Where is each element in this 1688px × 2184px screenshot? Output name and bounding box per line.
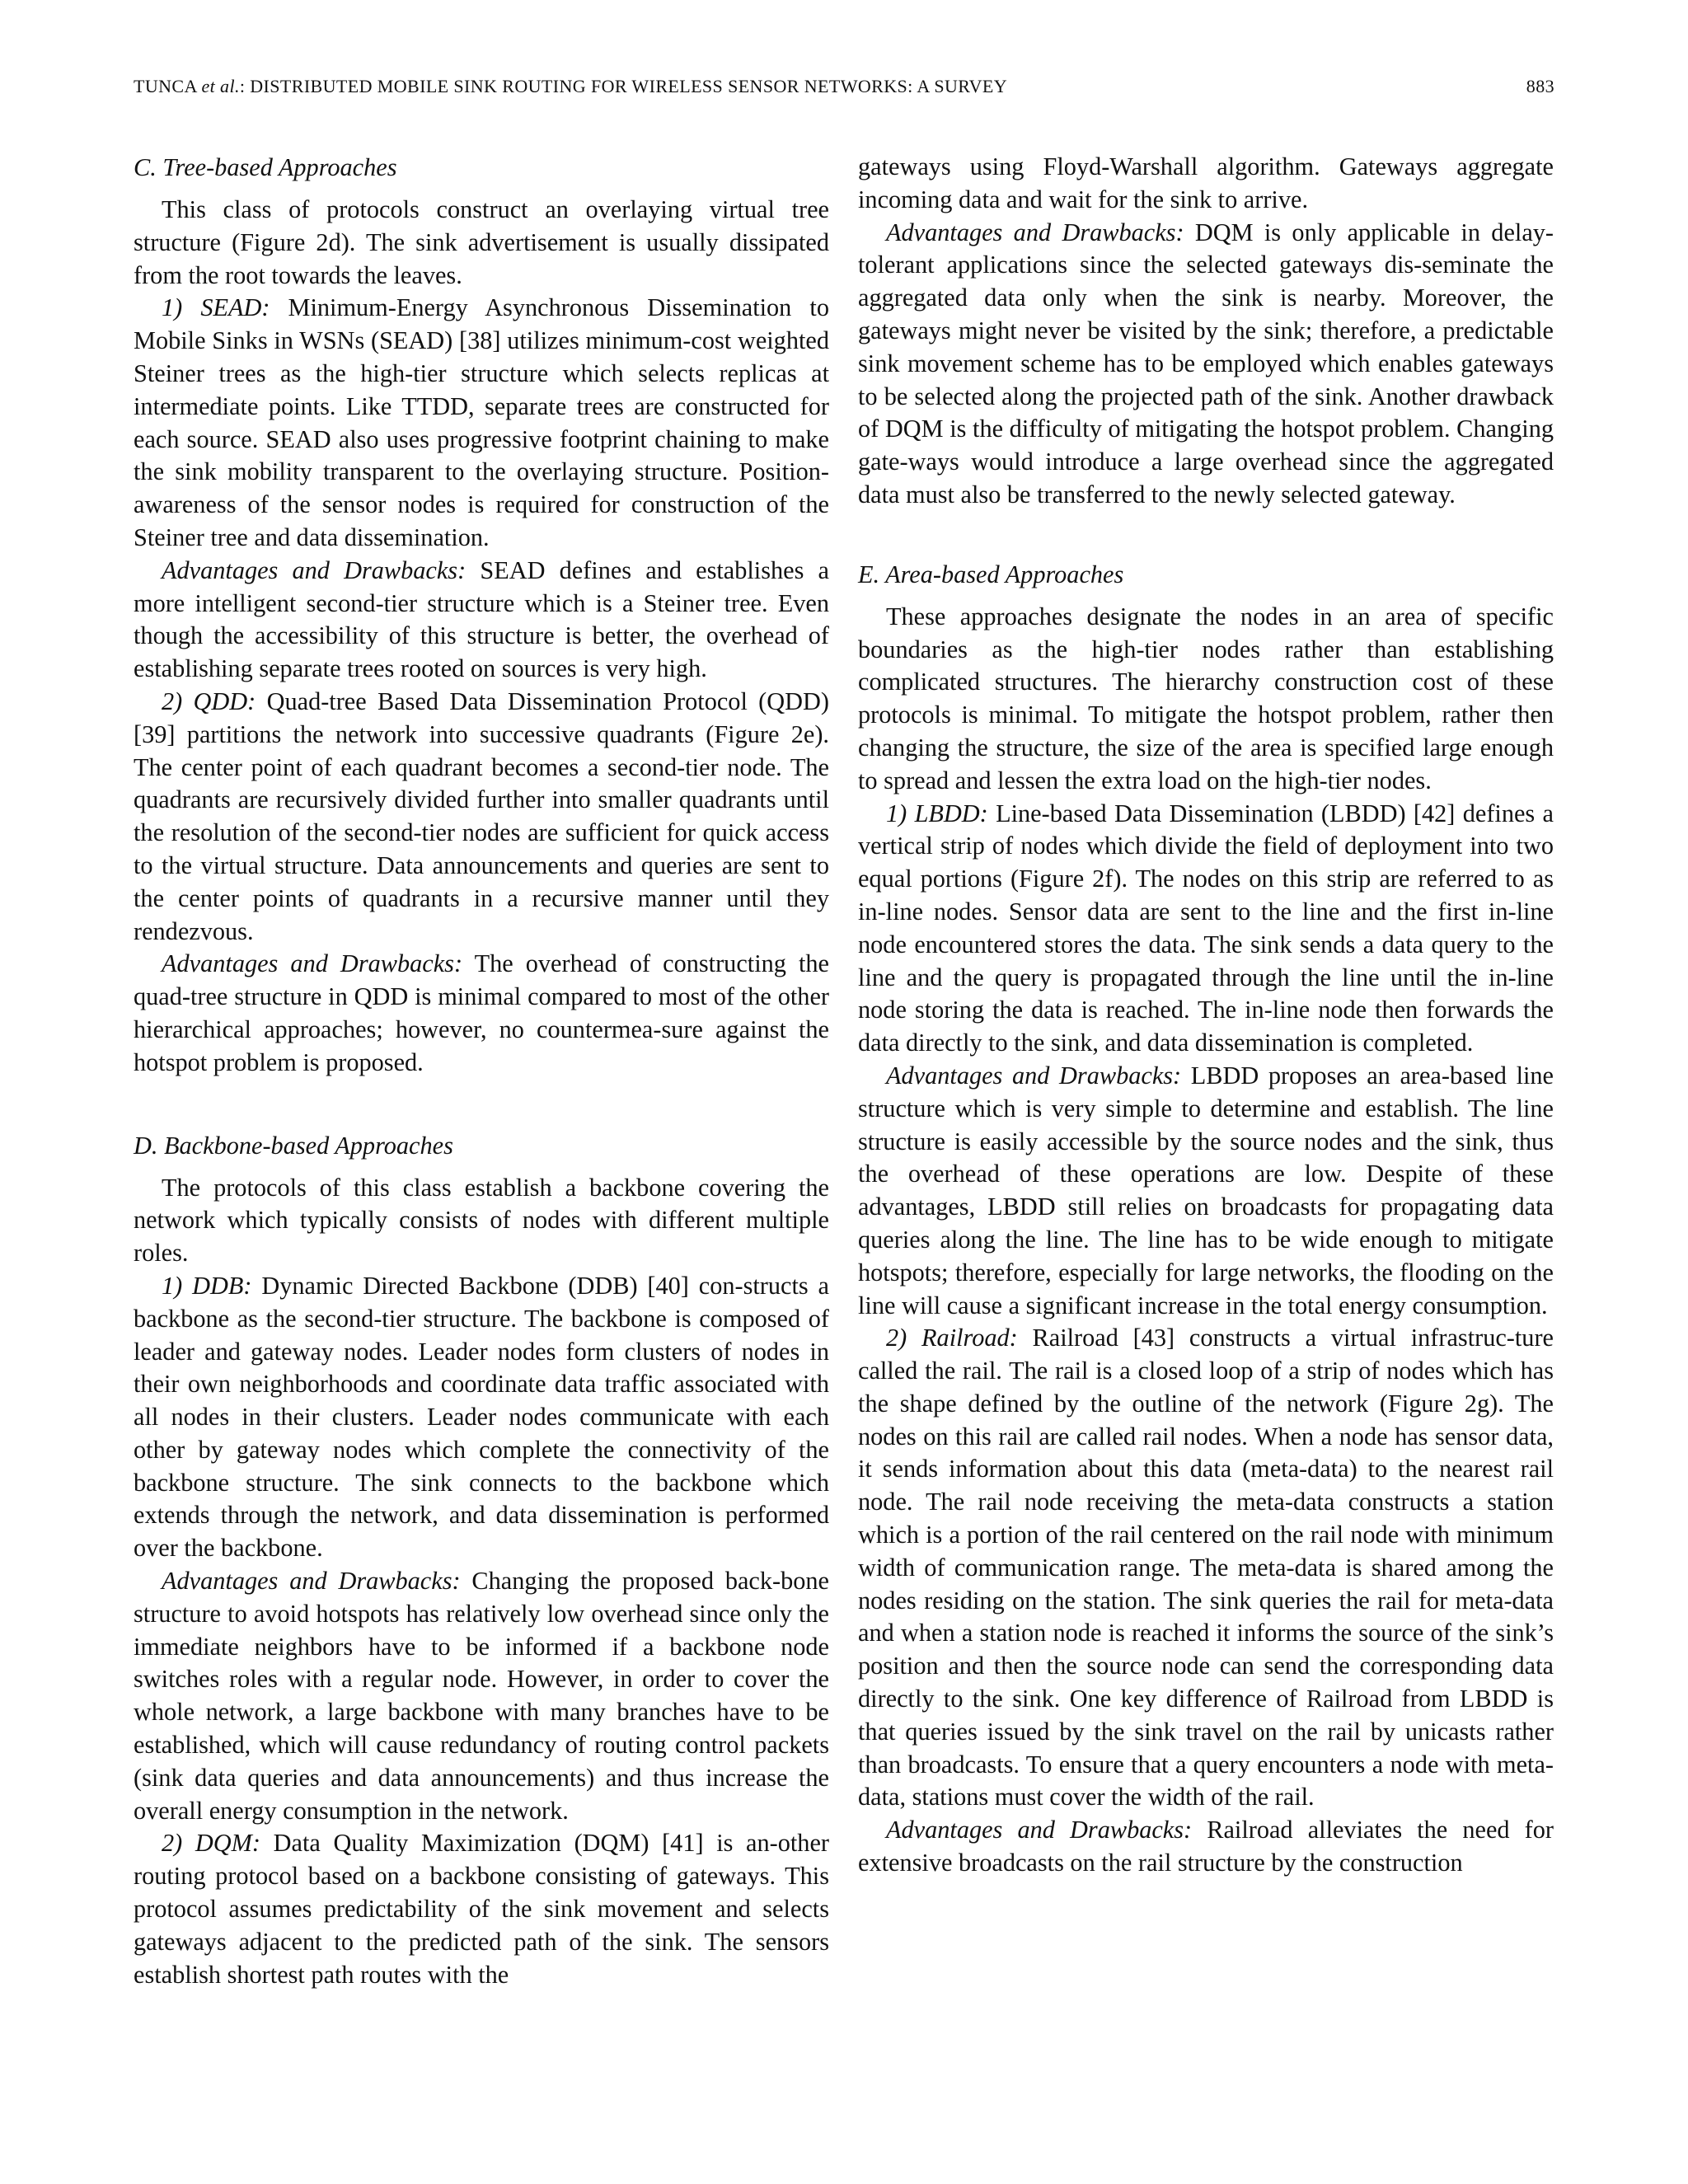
- section-heading-backbone-based: D. Backbone-based Approaches: [134, 1131, 453, 1160]
- paragraph-railroad: [858, 1322, 1554, 1814]
- section-gap: [858, 512, 1554, 558]
- left-column: [134, 151, 829, 1991]
- running-header: [134, 76, 1554, 104]
- label-advantages-dqm: Advantages and Drawbacks:: [886, 218, 1184, 246]
- paragraph-backbone-intro: The protocols of this class establish a backbone covering the network which typically consists of nodes with different multiple roles.: [134, 1173, 829, 1268]
- section-gap: [134, 1080, 829, 1129]
- paragraph-dqm: [134, 1827, 829, 1991]
- paragraph-ddb-advantages: [134, 1565, 829, 1827]
- label-advantages-qdd: Advantages and Drawbacks:: [162, 949, 463, 978]
- paragraph-lbdd-advantages-text: LBDD proposes an area-based line structure which is very simple to determine and establish. The line structure is easily accessible by the source nodes and the sink, thus the overhead of these operations are low. Despite of these advantages, LBDD still relies on broadcasts for propagating data queries along the line. The line has to be wide enough to mitigate hotspots; therefore, especially for large networks, the flooding on the line will cause a significant increase in the total energy consumption.: [858, 1061, 1554, 1319]
- paragraph-dqm-continued: gateways using Floyd-Warshall algorithm. Gateways aggregate incoming data and wait for the sink to arrive.: [858, 152, 1554, 213]
- running-title-text: : DISTRIBUTED MOBILE SINK ROUTING FOR WIRELESS SENSOR NETWORKS: A SURVEY: [239, 76, 1007, 96]
- paragraph-ddb-text: Dynamic Directed Backbone (DDB) [40] con-structs a backbone as the second-tier structure. The backbone is composed of leader and gateway nodes. Leader nodes form clusters of nodes in their own neighborhoods and coordinate data traffic associated with all nodes in their clusters. Leader nodes communicate with each other by gateway nodes which complete the connectivity of the backbone structure. The sink connects to the backbone which extends through the network, and data dissemination is performed over the backbone.: [134, 1271, 830, 1563]
- paragraph-qdd-advantages: [134, 948, 829, 1079]
- paragraph-railroad-text: Railroad [43] constructs a virtual infrastruc-ture called the rail. The rail is a closed loop of a strip of nodes which has the shape defined by the outline of the network (Figure 2g). The nodes on this rail are called rail nodes. When a node has sensor data, it sends information about this data (meta-data) to the nearest rail node. The rail node receiving the meta-data constructs a station which is a portion of the rail centered on the rail node with minimum width of communication range. The meta-data is shared among the nodes residing on the station. The sink queries the rail for meta-data and when a station node is reached it informs the source of the sink’s position and then the source node can send the corresponding data directly to the sink. One key difference of Railroad from LBDD is that queries issued by the sink travel on the rail by unicasts rather than broadcasts. To ensure that a query encounters a node with meta-data, stations must cover the width of the rail.: [858, 1324, 1554, 1811]
- paragraph-ddb-advantages-text: Changing the proposed back-bone structure to avoid hotspots has relatively low overhead since only the immediate neighbors have to be informed if a backbone node switches roles with a regular node. However, in order to cover the whole network, a large backbone with many branches have to be established, which will cause redundancy of routing control packets (sink data queries and data announcements) and thus increase the overall energy consumption in the network.: [134, 1567, 829, 1825]
- subsection-label-railroad: 2) Railroad:: [886, 1324, 1018, 1352]
- label-advantages-ddb: Advantages and Drawbacks:: [162, 1567, 461, 1596]
- paragraph-sead-text: Minimum-Energy Asynchronous Dissemination to Mobile Sinks in WSNs (SEAD) [38] utilizes minimum-cost weighted Steiner trees as the high-tier structure which selects replicas at intermediate points. Like TTDD, separate trees are constructed for each source. SEAD also uses progressive footprint chaining to make the sink mobility transparent to the overlaying structure. Position-awareness of the sensor nodes is required for construction of the Steiner tree and data dissemination.: [134, 293, 829, 551]
- page-number: 883: [1526, 76, 1554, 96]
- paragraph-dqm-advantages-text: DQM is only applicable in delay-tolerant applications since the selected gateways dis-seminate the aggregated data only when the sink is nearby. Moreover, the gateways might never be visited by the sink; therefore, a predictable sink movement scheme has to be employed which enables gateways to be selected along the projected path of the sink. Another drawback of DQM is the difficulty of mitigating the hotspot problem. Changing gate-ways would introduce a large overhead since the aggregated data must also be transferred to the newly selected gateway.: [858, 218, 1554, 509]
- paragraph-sead-advantages-text: SEAD defines and establishes a more intelligent second-tier structure which is a Steiner tree. Even though the accessibility of this structure is better, the overhead of establishing separate trees rooted on sources is very high.: [134, 555, 829, 683]
- paragraph-dqm-text: Data Quality Maximization (DQM) [41] is an-other routing protocol based on a backbone consisting of gateways. This protocol assumes predictability of the sink movement and selects gateways adjacent to the predicted path of the sink. The sensors establish shortest path routes with the: [134, 1829, 829, 1989]
- paragraph-tree-intro: This class of protocols construct an overlaying virtual tree structure (Figure 2d). The sink advertisement is usually dissipated from the root towards the leaves.: [134, 195, 829, 289]
- paragraph-lbdd: [858, 798, 1554, 1060]
- running-title: [134, 76, 1007, 97]
- label-advantages-sead: Advantages and Drawbacks:: [162, 555, 467, 584]
- running-title-etal: et al.: [201, 76, 240, 96]
- paragraph-railroad-advantages: [858, 1814, 1554, 1880]
- label-advantages-railroad: Advantages and Drawbacks:: [886, 1816, 1193, 1844]
- paragraph-sead: [134, 292, 829, 554]
- right-column: [858, 151, 1554, 1880]
- subsection-label-dqm: 2) DQM:: [162, 1829, 260, 1858]
- paragraph-area-intro: These approaches designate the nodes in an area of specific boundaries as the high-tier nodes rather than establishing complicated structures. The hierarchy construction cost of these protocols is minimal. To mitigate the hotspot problem, rather then changing the structure, the size of the area is specified large enough to spread and lessen the extra load on the high-tier nodes.: [858, 602, 1554, 794]
- paragraph-ddb: [134, 1270, 829, 1565]
- paragraph-qdd: [134, 686, 829, 948]
- subsection-label-lbdd: 1) LBDD:: [886, 799, 988, 827]
- running-title-authors: TUNCA: [134, 76, 202, 96]
- paragraph-lbdd-advantages: [858, 1060, 1554, 1322]
- paragraph-lbdd-text: Line-based Data Dissemination (LBDD) [42] defines a vertical strip of nodes which divide the field of deployment into two equal portions (Figure 2f). The nodes on this strip are referred to as in-line nodes. Sensor data are sent to the line and the first in-line node encountered stores the data. The sink sends a data query to the line and the query is propagated through the line until the in-line node storing the data is reached. The in-line node then forwards the data directly to the sink, and data dissemination is completed.: [858, 799, 1554, 1057]
- paragraph-qdd-advantages-text: The overhead of constructing the quad-tree structure in QDD is minimal compared to most of the other hierarchical approaches; however, no countermea-sure against the hotspot problem is proposed.: [134, 949, 829, 1076]
- subsection-label-ddb: 1) DDB:: [162, 1271, 252, 1300]
- paragraph-qdd-text: Quad-tree Based Data Dissemination Protocol (QDD) [39] partitions the network into successive quadrants (Figure 2e). The center point of each quadrant becomes a second-tier node. The quadrants are recursively divided further into smaller quadrants until the resolution of the second-tier nodes are sufficient for quick access to the virtual structure. Data announcements and queries are sent to the center points of quadrants in a recursive manner until they rendezvous.: [134, 687, 829, 945]
- paragraph-railroad-advantages-text: Railroad alleviates the need for extensive broadcasts on the rail structure by the construction: [858, 1816, 1554, 1877]
- subsection-label-qdd: 2) QDD:: [162, 687, 256, 715]
- section-heading-tree-based: C. Tree-based Approaches: [134, 153, 397, 181]
- label-advantages-lbdd: Advantages and Drawbacks:: [886, 1061, 1182, 1090]
- section-heading-area-based: E. Area-based Approaches: [858, 560, 1124, 588]
- subsection-label-sead: 1) SEAD:: [162, 293, 270, 322]
- paragraph-dqm-advantages: [858, 217, 1554, 512]
- paragraph-sead-advantages: [134, 555, 829, 686]
